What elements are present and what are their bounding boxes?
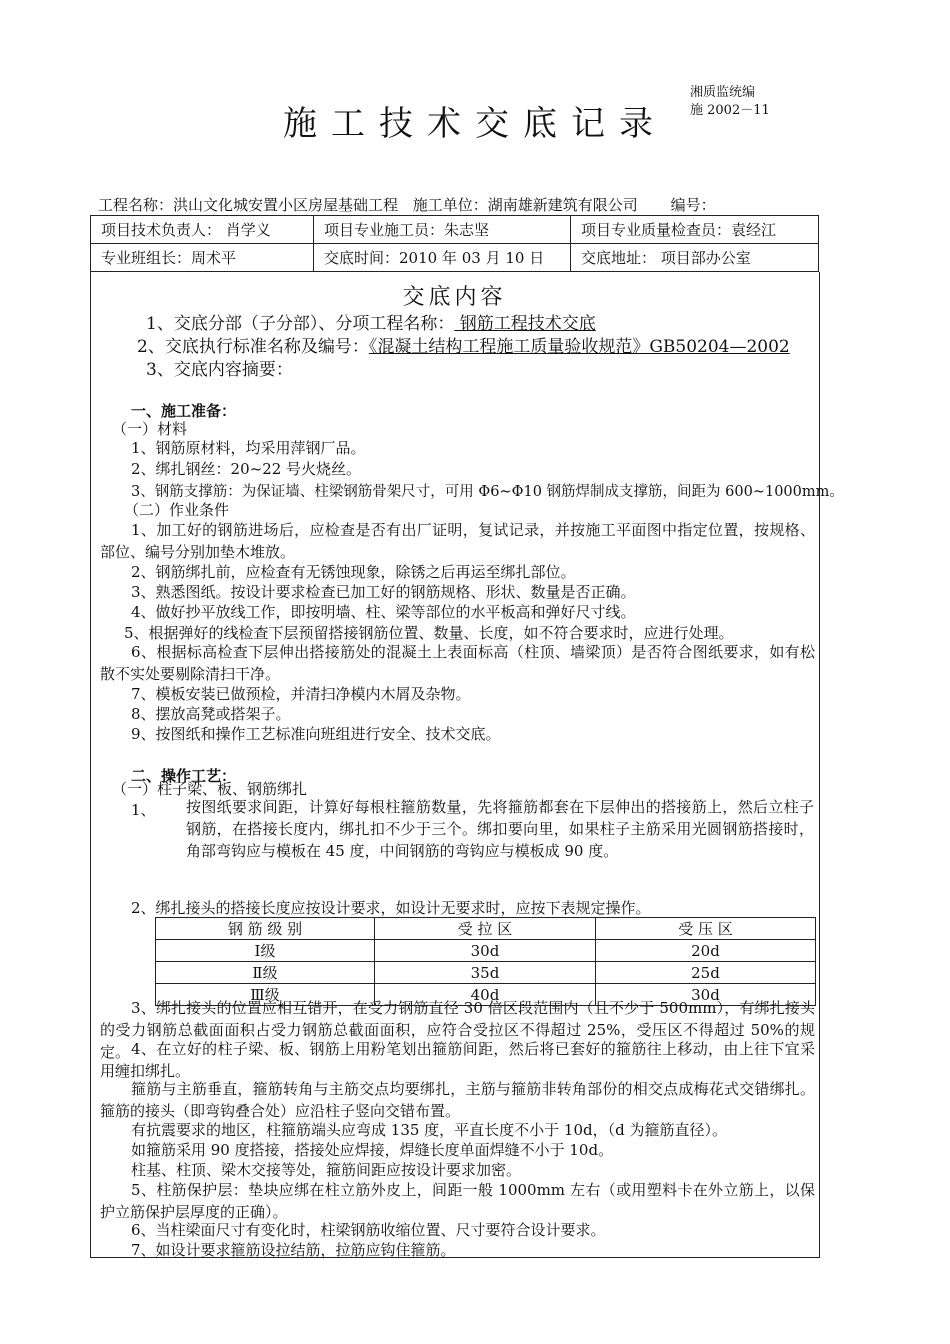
table-cell: 20d: [596, 940, 816, 962]
form-code: [690, 84, 770, 120]
section-1-conditions: （二）作业条件: [124, 501, 230, 519]
table-cell: 30d: [596, 984, 816, 1006]
table-cell: Ⅱ级: [156, 962, 375, 984]
operation-2: 2、绑扎接头的搭接长度应按设计要求，如设计无要求时，应按下表规定操作。: [131, 899, 651, 917]
item-1: [146, 309, 596, 334]
lap-length-table: [155, 917, 816, 1006]
condition-3: 3、熟悉图纸。按设计要求检查已加工好的钢筋规格、形状、数量是否正确。: [131, 583, 636, 601]
item-1-label: 1、交底分部（子分部）、分项工程名称：: [146, 314, 455, 334]
record-number: 编号：: [670, 196, 716, 214]
item-2-label: 2、交底执行标准名称及编号：: [137, 337, 369, 357]
page-title: 施工技术交底记录: [283, 104, 667, 144]
construction-staff-cell: 项目专业施工员：朱志坚: [314, 216, 571, 244]
table-cell: 40d: [375, 984, 596, 1006]
table-cell: 35d: [375, 962, 596, 984]
condition-6: 6、根据标高检查下层伸出搭接筋处的混凝土上表面标高（柱顶、墙梁顶）是否符合图纸要求，如有松散不实处要剔除清扫干净。: [100, 643, 815, 683]
material-3: 3、钢筋支撑筋：为保证墙、柱梁钢筋骨架尺寸，可用 Φ6~Φ10 钢筋焊制成支撑筋，间距为 600~1000mm。: [131, 484, 844, 500]
table-cell: Ⅰ级: [156, 940, 375, 962]
section-1-title: 一、施工准备：: [131, 402, 237, 420]
info-row: [91, 216, 819, 244]
material-1: 1、钢筋原材料，均采用萍钢厂品。: [131, 439, 366, 457]
info-row: [91, 244, 819, 272]
item-3: 3、交底内容摘要：: [146, 360, 293, 380]
operation-7: 7、如设计要求箍筋设拉结筋，拉筋应钩住箍筋。: [131, 1241, 456, 1259]
team-leader-cell: 专业班组长：周术平: [91, 244, 314, 272]
table-header-compression: 受 压 区: [596, 918, 816, 940]
project-line: [98, 194, 726, 215]
section-1-materials: （一）材料: [112, 420, 188, 438]
construction-unit: 施工单位：湖南雄新建筑有限公司: [412, 196, 638, 214]
operation-3: 3、绑扎接头的位置应相互错开，在受力钢筋直径 30 倍区段范围内（且不少于 500mm），有绑扎接头的受力钢筋总截面面积占受力钢筋总截面面积，应符合受拉区不得超过 25%，受压区不得超过 50%的规定。: [100, 999, 815, 1061]
operation-5: 5、柱筋保护层：垫块应绑在柱立筋外皮上，间距一般 1000mm 左右（或用塑料卡在外立筋上，以保护立筋保护层厚度的正确）。: [100, 1181, 815, 1221]
condition-7: 7、模板安装已做预检，并清扫净模内木屑及杂物。: [131, 685, 471, 703]
operation-4: 4、在立好的柱子梁、板、钢筋上用粉笔划出箍筋间距，然后将已套好的箍筋往上移动，由上往下宜采用缠扣绑扎。: [100, 1040, 815, 1080]
info-table: [90, 215, 819, 272]
operation-4-densify: 柱基、柱顶、梁木交接等处，箍筋间距应按设计要求加密。: [131, 1161, 522, 1179]
table-cell: 30d: [375, 940, 596, 962]
form-code-issuer: 湘质监统编: [690, 85, 756, 100]
operation-1: 按图纸要求间距，计算好每根柱箍筋数量，先将箍筋都套在下层伸出的搭接筋上，然后立柱子钢筋，在搭接长度内，绑扎扣不少于三个。绑扣要向里，如果柱子主筋采用光圆钢筋搭接时，角部弯钩应与模板在 45 度，中间钢筋的弯钩应与模板成 90 度。: [186, 798, 814, 860]
operation-6: 6、当柱梁面尺寸有变化时，柱梁钢筋收缩位置、尺寸要符合设计要求。: [131, 1221, 606, 1239]
condition-9: 9、按图纸和操作工艺标准向班组进行安全、技术交底。: [131, 725, 501, 743]
operation-4-stirrup-binding: 箍筋与主筋垂直，箍筋转角与主筋交点均要绑扎，主筋与箍筋非转角部份的相交点成梅花式交错绑扎。箍筋的接头（即弯钩叠合处）应沿柱子竖向交错布置。: [100, 1080, 815, 1120]
table-header-row: [156, 918, 816, 940]
place-cell: 交底地址： 项目部办公室: [571, 244, 819, 272]
content-title: 交底内容: [402, 285, 507, 310]
tech-lead-cell: 项目技术负责人： 肖学义: [91, 216, 314, 244]
item-2-value: 《混凝土结构工程施工质量验收规范》GB50204—2002: [368, 337, 790, 357]
table-row: [156, 940, 816, 962]
table-header-grade: 钢 筋 级 别: [156, 918, 375, 940]
quality-inspector-cell: 项目专业质量检查员：袁经江: [571, 216, 819, 244]
item-2: [137, 332, 790, 357]
operation-1-number: 1、: [131, 801, 156, 819]
form-code-number: 施 2002－11: [690, 103, 770, 118]
condition-2: 2、钢筋绑扎前，应检查有无锈蚀现象，除锈之后再运至绑扎部位。: [131, 563, 576, 581]
operation-4-weld: 如箍筋采用 90 度搭接，搭接处应焊接，焊缝长度单面焊缝不小于 10d。: [131, 1141, 614, 1159]
item-1-value: 钢筋工程技术交底: [454, 314, 596, 334]
table-header-tension: 受 拉 区: [375, 918, 596, 940]
project-name: 工程名称：洪山文化城安置小区房屋基础工程: [98, 196, 399, 214]
condition-5: 5、根据弹好的线检查下层预留搭接钢筋位置、数量、长度，如不符合要求时，应进行处理。: [124, 624, 734, 642]
section-2-title: 二、操作工艺：: [131, 767, 237, 785]
operation-4-seismic: 有抗震要求的地区，柱箍筋端头应弯成 135 度，平直长度不小于 10d，（d 为箍筋直径）。: [131, 1121, 727, 1139]
material-2: 2、绑扎钢丝：20~22 号火烧丝。: [131, 460, 362, 478]
condition-1: 1、加工好的钢筋进场后，应检查是否有出厂证明，复试记录，并按施工平面图中指定位置，按规格、部位、编号分别加垫木堆放。: [100, 521, 815, 561]
condition-4: 4、做好抄平放线工作，即按明墙、柱、梁等部位的水平板高和弹好尺寸线。: [131, 603, 636, 621]
table-cell: Ⅲ级: [156, 984, 375, 1006]
table-cell: 25d: [596, 962, 816, 984]
table-row: [156, 962, 816, 984]
section-2-column-beams: （一）柱子梁、板、钢筋绑扎: [112, 780, 308, 798]
condition-8: 8、摆放高凳或搭架子。: [131, 705, 291, 723]
time-cell: 交底时间：2010 年 03 月 10 日: [314, 244, 571, 272]
